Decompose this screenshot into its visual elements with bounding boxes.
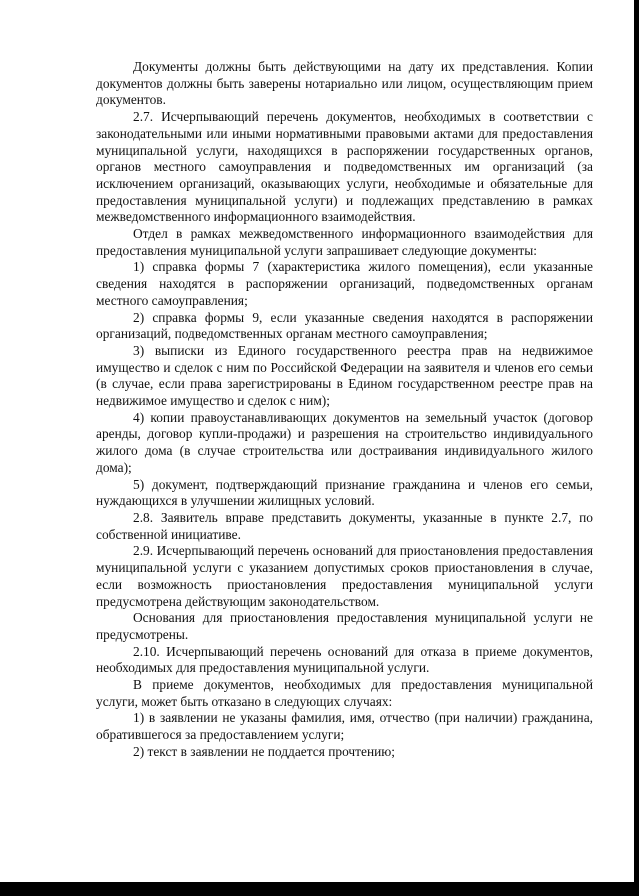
list-item-1-missing-name: 1) в заявлении не указаны фамилия, имя, отчество (при наличии) гражданина, обратившегося за предоставлением услуги;: [96, 710, 593, 743]
list-item-3-registry-extracts: 3) выписки из Единого государственного реестра прав на недвижимое имущество и сделок с ним по Российской Федерации на заявителя и членов его семьи (в случае, если права зарегистрированы в Едином государственном реестре прав на недвижимое имущество и сделок с ним);: [96, 342, 593, 409]
paragraph-2-7: 2.7. Исчерпывающий перечень документов, необходимых в соответствии с законодательными или иными нормативными правовыми актами для предоставления муниципальной услуги, находящихся в распоряжении государственных органов, органов местного самоуправления и подведомственных им организаций (за исключением организаций, оказывающих услуги, необходимые и обязательные для предоставления муниципальной услуги) и подлежащих представлению в рамках межведомственного информационного взаимодействия.: [96, 109, 593, 225]
list-item-2-unreadable-text: 2) текст в заявлении не поддается прочтению;: [133, 743, 395, 759]
paragraph-2-9: 2.9. Исчерпывающий перечень оснований для приостановления предоставления муниципальной услуги с указанием допустимых сроков приостановления в случае, если возможность приостановления предоставления муниципальной услуги предусмотрена действующим законодательством.: [96, 543, 593, 609]
list-item-4-land-documents: 4) копии правоустанавливающих документов на земельный участок (договор аренды, договор купли-продажи) и разрешения на строительство индивидуального жилого дома (в случае строительства или достраивания индивидуального жилого дома);: [96, 409, 593, 475]
paragraph-refusal-cases: В приеме документов, необходимых для предоставления муниципальной услуги, может быть отказано в следующих случаях:: [96, 677, 593, 709]
paragraph-2-10: 2.10. Исчерпывающий перечень оснований для отказа в приеме документов, необходимых для предоставления муниципальной услуги.: [96, 643, 593, 676]
scan-edge-bottom: [0, 882, 639, 896]
list-item-2-form-9: 2) справка формы 9, если указанные сведения находятся в распоряжении организаций, подведомственных органам местного самоуправления;: [96, 309, 593, 342]
paragraph-no-suspension-grounds: Основания для приостановления предоставления муниципальной услуги не предусмотрены.: [96, 610, 593, 642]
paragraph-2-8: 2.8. Заявитель вправе представить документы, указанные в пункте 2.7, по собственной инициативе.: [96, 509, 593, 542]
scan-edge-right: [634, 0, 639, 896]
list-item-5-recognition-document: 5) документ, подтверждающий признание гражданина и членов его семьи, нуждающихся в улучшении жилищных условий.: [96, 476, 593, 509]
paragraph-documents-validity: Документы должны быть действующими на дату их представления. Копии документов должны быть заверены нотариально или лицом, осуществляющим прием документов.: [96, 59, 593, 108]
document-body: [96, 59, 593, 761]
list-item-1-form-7: 1) справка формы 7 (характеристика жилого помещения), если указанные сведения находятся в распоряжении организаций, подведомственных органам местного самоуправления;: [96, 259, 593, 308]
paragraph-department-requests: Отдел в рамках межведомственного информационного взаимодействия для предоставления муниципальной услуги запрашивает следующие документы:: [96, 226, 593, 258]
